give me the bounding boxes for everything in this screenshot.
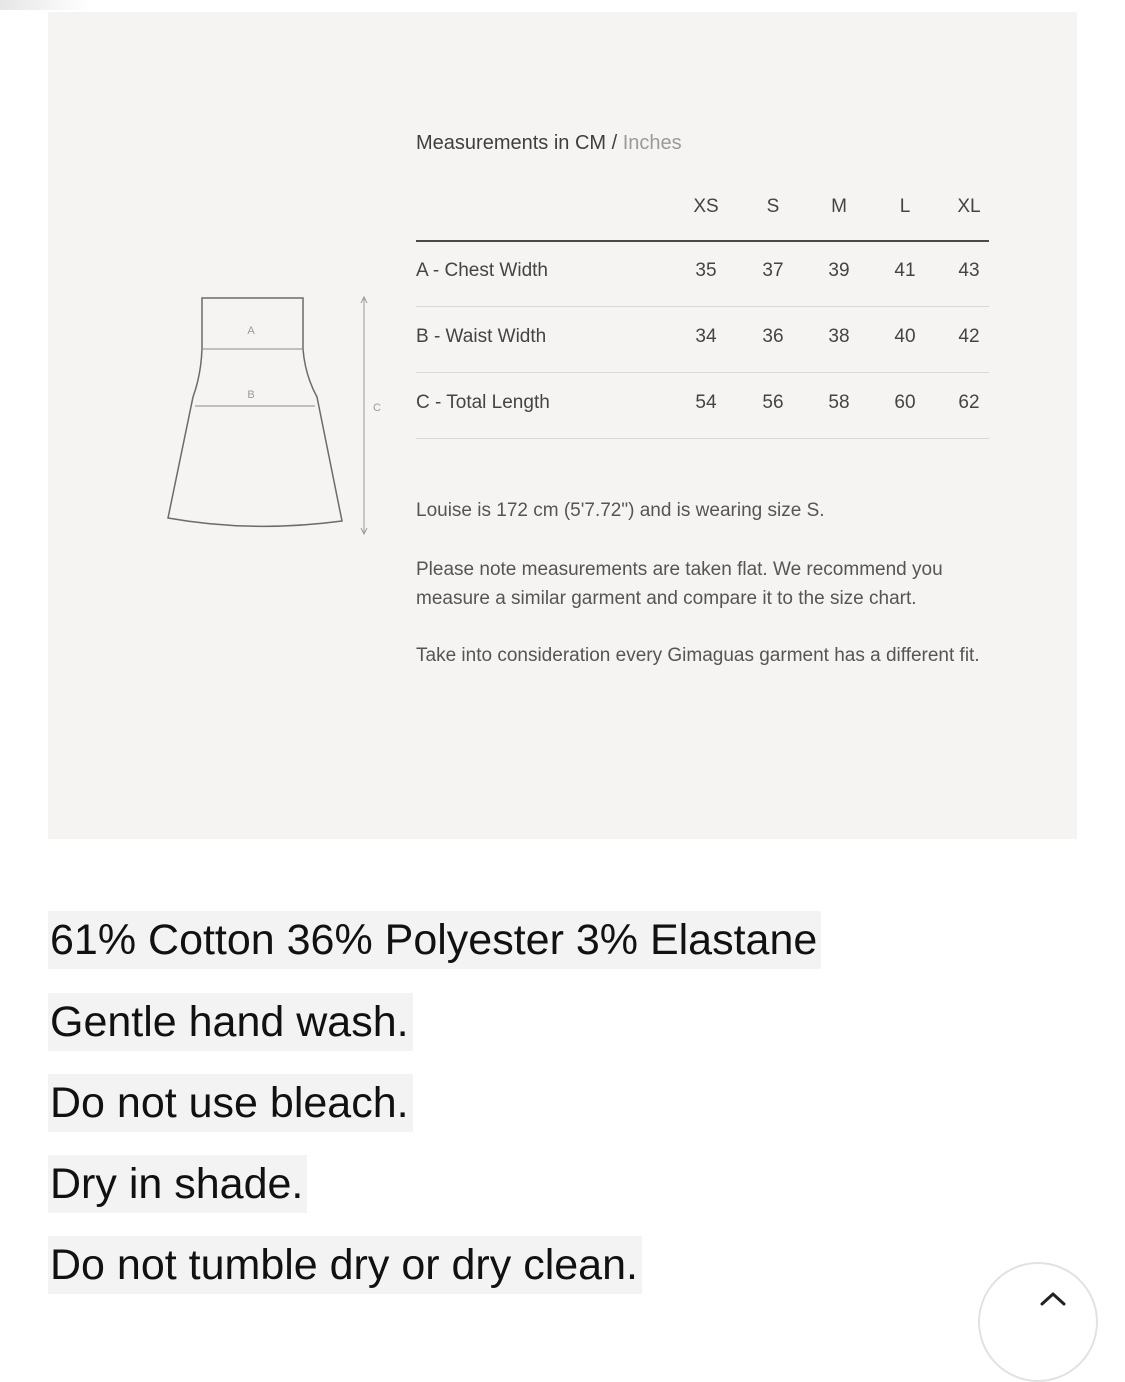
row-label-length: C - Total Length xyxy=(416,392,550,413)
table-cell: 39 xyxy=(828,260,850,281)
composition-line: 61% Cotton 36% Polyester 3% Elastane xyxy=(48,911,821,969)
garment-diagram xyxy=(155,285,395,545)
table-cell: 38 xyxy=(828,326,850,347)
care-instruction: Gentle hand wash. xyxy=(48,993,413,1051)
table-cell: 40 xyxy=(894,326,916,347)
table-row xyxy=(416,306,989,373)
size-header-row xyxy=(416,194,989,242)
units-title xyxy=(416,132,682,155)
table-row xyxy=(416,240,989,307)
care-instruction: Dry in shade. xyxy=(48,1155,307,1213)
row-label-chest: A - Chest Width xyxy=(416,260,548,281)
garment-outline xyxy=(168,298,342,526)
care-instruction: Do not tumble dry or dry clean. xyxy=(48,1236,642,1294)
table-cell: 58 xyxy=(828,392,850,413)
table-cell: 60 xyxy=(894,392,916,413)
size-col-xl: XL xyxy=(957,196,981,217)
care-instruction: Do not use bleach. xyxy=(48,1074,413,1132)
unit-separator: / xyxy=(611,132,618,154)
top-edge-shadow xyxy=(0,0,90,10)
table-cell: 35 xyxy=(695,260,717,281)
size-col-m: M xyxy=(831,196,847,217)
table-row xyxy=(416,372,989,439)
table-cell: 54 xyxy=(695,392,717,413)
table-cell: 56 xyxy=(762,392,784,413)
scroll-to-top-button[interactable] xyxy=(978,1262,1098,1382)
unit-cm[interactable]: Measurements in CM xyxy=(416,132,607,154)
fit-note: Take into consideration every Gimaguas garment has a different fit. xyxy=(416,645,980,666)
unit-inches[interactable]: Inches xyxy=(622,132,682,154)
table-cell: 34 xyxy=(695,326,717,347)
size-col-l: L xyxy=(899,196,911,217)
table-cell: 37 xyxy=(762,260,784,281)
diagram-label-c: C xyxy=(373,402,381,414)
table-cell: 62 xyxy=(958,392,980,413)
table-cell: 36 xyxy=(762,326,784,347)
table-cell: 43 xyxy=(958,260,980,281)
model-size-note: Louise is 172 cm (5'7.72") and is wearing size S. xyxy=(416,500,825,521)
diagram-label-a: A xyxy=(247,325,255,337)
size-col-xs: XS xyxy=(693,196,719,217)
table-cell: 41 xyxy=(894,260,916,281)
size-col-s: S xyxy=(766,196,780,217)
table-cell: 42 xyxy=(958,326,980,347)
row-label-waist: B - Waist Width xyxy=(416,326,547,347)
measurement-note: Please note measurements are taken flat. We recommend you measure a similar garment and compare it to the size chart. xyxy=(416,559,943,609)
diagram-label-b: B xyxy=(247,389,255,401)
chevron-up-icon xyxy=(1038,1288,1068,1308)
